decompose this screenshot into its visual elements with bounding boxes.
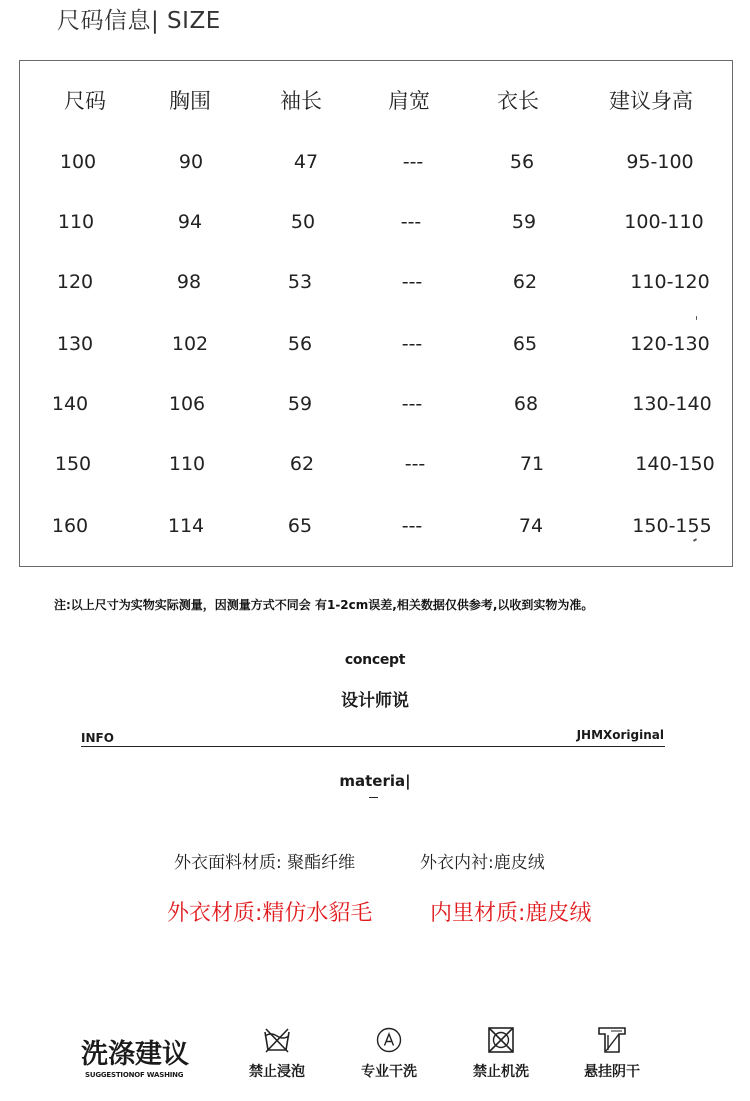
cell-chest: 94 [177, 211, 203, 233]
cell-sleeve: 56 [287, 333, 313, 355]
cell-height: 150-155 [632, 515, 712, 537]
cell-chest: 98 [176, 271, 202, 293]
care-item-no-soak [237, 1025, 317, 1081]
cell-chest: 114 [167, 515, 205, 537]
cell-length: 59 [511, 211, 537, 233]
concept-heading: concept [344, 652, 406, 668]
cell-sleeve: 59 [287, 393, 313, 415]
cell-length: 56 [509, 151, 535, 173]
lining-material-text: 内里材质:鹿皮绒 [430, 901, 592, 926]
cell-chest: 106 [168, 393, 206, 415]
table-row [20, 393, 732, 423]
table-row [20, 333, 732, 363]
table-row [20, 271, 732, 301]
divider [81, 746, 665, 747]
stray-mark [696, 316, 697, 320]
designer-says-heading: 设计师说 [341, 691, 409, 711]
cell-shoulder: --- [400, 211, 422, 233]
table-row [20, 151, 732, 181]
cell-size: 100 [59, 151, 97, 173]
cell-height: 110-120 [630, 271, 710, 293]
brand-label: JHMXoriginal [576, 728, 664, 742]
table-header-row [20, 85, 732, 115]
cell-sleeve: 50 [290, 211, 316, 233]
header-height: 建议身高 [609, 89, 693, 113]
lining-fabric-text: 外衣内衬:鹿皮绒 [420, 853, 545, 873]
washing-subtitle: SUGGESTIONOF WASHING [85, 1071, 184, 1079]
cell-length: 68 [513, 393, 539, 415]
divider [369, 797, 378, 798]
cell-sleeve: 47 [293, 151, 319, 173]
cell-length: 62 [512, 271, 538, 293]
cell-size: 140 [51, 393, 89, 415]
cell-shoulder: --- [401, 393, 423, 415]
size-section-title: 尺码信息| SIZE [57, 8, 221, 34]
cell-height: 120-130 [630, 333, 710, 355]
care-label: 禁止浸泡 [249, 1064, 305, 1080]
cell-chest: 110 [168, 453, 206, 475]
care-label: 禁止机洗 [473, 1064, 529, 1080]
header-chest: 胸围 [169, 89, 211, 113]
header-sleeve: 袖长 [280, 89, 322, 113]
measurement-note: 注:以上尺寸为实物实际测量，因测量方式不同会 有1-2cm误差,相关数据仅供参考,以收到实物为准。 [54, 598, 594, 612]
cell-shoulder: --- [404, 453, 426, 475]
cell-length: 65 [512, 333, 538, 355]
table-row [20, 515, 732, 545]
table-row [20, 453, 732, 483]
cell-size: 160 [51, 515, 89, 537]
cell-length: 71 [519, 453, 545, 475]
outer-fabric-text: 外衣面料材质: 聚酯纤维 [174, 853, 356, 873]
cell-chest: 102 [171, 333, 209, 355]
table-row [20, 211, 732, 241]
hang-dry-shade-icon [597, 1025, 627, 1055]
washing-title: 洗涤建议 [81, 1039, 189, 1070]
care-label: 悬挂阴干 [584, 1064, 640, 1080]
no-soak-icon [262, 1025, 292, 1055]
cell-height: 95-100 [626, 151, 694, 173]
cell-size: 130 [56, 333, 94, 355]
cell-length: 74 [518, 515, 544, 537]
info-label: INFO [81, 731, 114, 745]
professional-dry-clean-icon [374, 1025, 404, 1055]
care-item-dry-clean [349, 1025, 429, 1081]
no-machine-wash-icon [486, 1025, 516, 1055]
header-length: 衣长 [497, 89, 539, 113]
cell-height: 140-150 [635, 453, 715, 475]
size-chart-box [19, 60, 733, 567]
cell-shoulder: --- [401, 271, 423, 293]
cell-sleeve: 65 [287, 515, 313, 537]
cell-height: 130-140 [632, 393, 712, 415]
cell-sleeve: 62 [289, 453, 315, 475]
materia-heading: materia| [339, 772, 411, 790]
header-size: 尺码 [64, 89, 106, 113]
cell-sleeve: 53 [287, 271, 313, 293]
cell-size: 120 [56, 271, 94, 293]
cell-height: 100-110 [624, 211, 704, 233]
header-shoulder: 肩宽 [388, 89, 430, 113]
cell-shoulder: --- [401, 333, 423, 355]
cell-size: 110 [57, 211, 95, 233]
care-item-hang-dry [572, 1025, 652, 1081]
cell-shoulder: --- [401, 515, 423, 537]
cell-shoulder: --- [402, 151, 424, 173]
cell-chest: 90 [178, 151, 204, 173]
outer-material-text: 外衣材质:精仿水貂毛 [167, 901, 373, 926]
cell-size: 150 [54, 453, 92, 475]
care-item-no-machine-wash [461, 1025, 541, 1081]
care-label: 专业干洗 [361, 1064, 417, 1080]
